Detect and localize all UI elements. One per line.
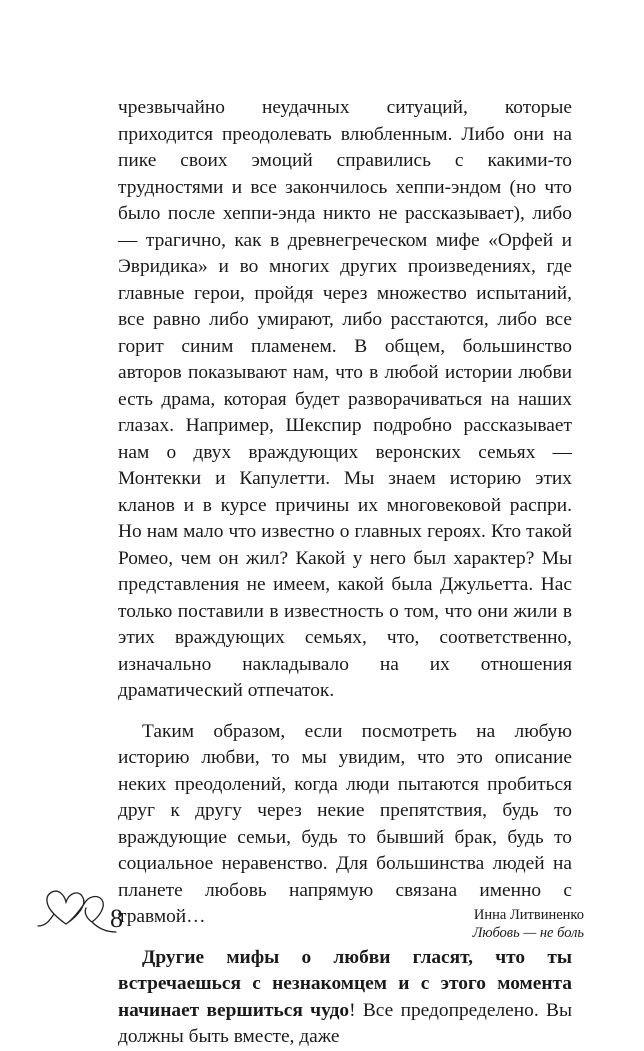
bold-statement: Другие мифы о любви гласят, что ты встречаешься с незнакомцем и с этого момента начинает вершиться чудо (118, 946, 572, 1021)
paragraph: чрезвычайно неудачных ситуаций, которые приходится преодолевать влюбленным. Либо они на пике своих эмоций справились с какими-то трудностями и все закончилось хеппи-эндом (но что было после хеппи-энда никто не рассказывает), либо — трагично, как в древнегреческом мифе «Орфей и Эвридика» и во многих других произведениях, где главные герои, пройдя через множество испытаний, все равно либо умирают, либо расстаются, либо все горит синим пламенем. В общем, большинство авторов показывают нам, что в любой истории любви есть драма, которая будет разворачиваться на наших глазах. Например, Шекспир подробно рассказывает нам о двух враждующих веронских семьях — Монтекки и Капулетти. Мы знаем историю этих кланов и в курсе причины их многовековой распри. Но нам мало что известно о главных героях. Кто такой Ромео, чем он жил? Какой у него был характер? Мы представления не имеем, какой была Джульетта. Нас только поставили в известность о том, что они жили в этих враждующих семьях, что, соответственно, изначально накладывало на их отношения драматический отпечаток. (118, 97, 572, 701)
page-number: 8 (110, 904, 123, 933)
book-title: Любовь — не боль (472, 925, 584, 941)
running-footer (473, 906, 584, 942)
author-name: Инна Литвиненко (473, 907, 584, 923)
paragraph-with-bold-lead (118, 945, 572, 1051)
paragraph: Таким образом, если посмотреть на любую историю любви, то мы увидим, что это описание неких преодолений, когда люди пытаются пробиться друг к другу через некие препятствия, будь то враждующие семьи, будь то бывший брак, будь то социальное неравенство. Для большинства людей на планете любовь напрямую связана именно с травмой… (118, 720, 572, 927)
paragraph-continuation: ! Все предопределено. Вы должны быть вместе, даже (118, 999, 572, 1047)
